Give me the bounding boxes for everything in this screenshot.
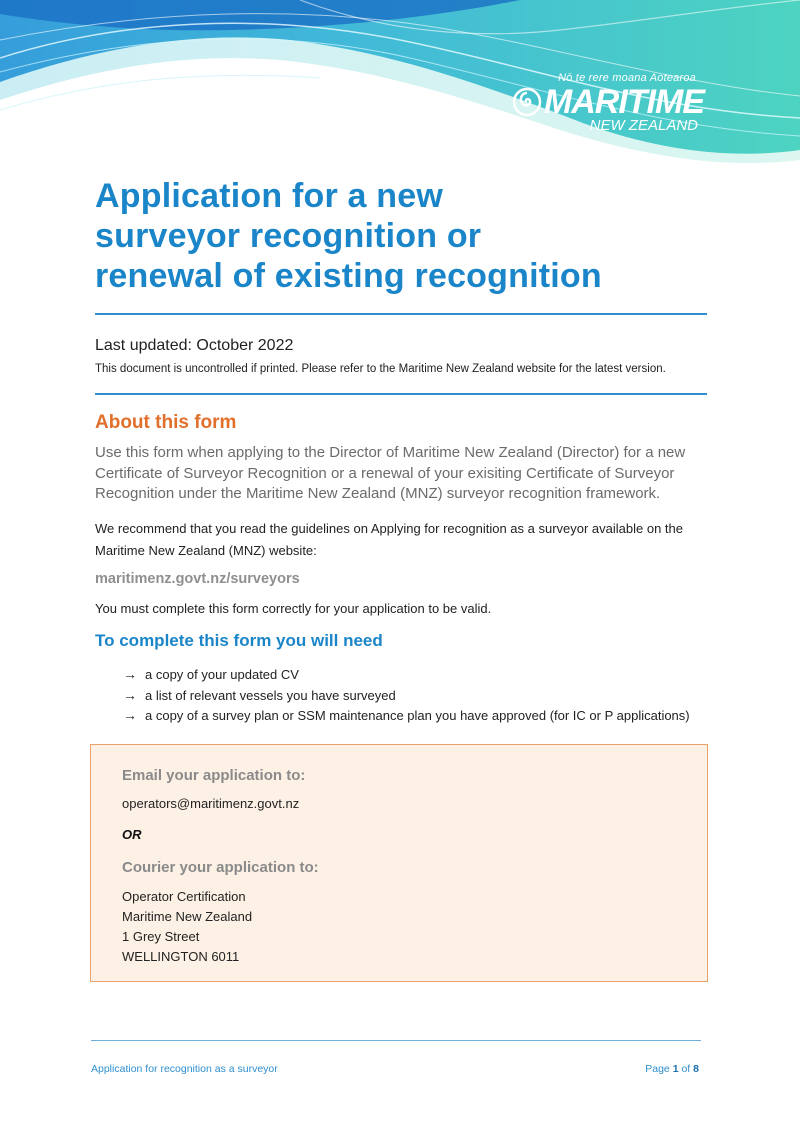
list-item (123, 664, 690, 685)
page-title (95, 176, 735, 296)
address-line: Maritime New Zealand (122, 909, 253, 924)
title-line-1: Application for a new (95, 177, 444, 215)
list-item-text: a copy of your updated CV (145, 667, 299, 682)
page-label: Page (645, 1063, 670, 1075)
logo-tagline: Nō te rere moana Aotearoa (558, 72, 696, 84)
footer-divider (91, 1040, 701, 1041)
need-list (123, 664, 690, 726)
maritime-nz-logo (512, 72, 704, 134)
koru-logo-icon (512, 87, 542, 117)
last-updated: Last updated: October 2022 (95, 337, 294, 354)
or-separator: OR (122, 827, 142, 842)
about-intro: Use this form when applying to the Director of Maritime New Zealand (Director) for a new Certificate of Surveyor Recognition or a renewal of your exisiting Certificate of Surveyor Recognition under the Maritime New Zealand (MNZ) surveyor recognition framework. (95, 444, 686, 502)
arrow-right-icon: → (123, 707, 137, 723)
arrow-right-icon: → (123, 686, 137, 703)
list-item-text: a list of relevant vessels you have surveyed (145, 687, 396, 703)
title-line-3: renewal of existing recognition (95, 257, 602, 295)
address-line: Operator Certification (122, 889, 246, 904)
logo-name: MARITIME (543, 83, 704, 121)
submission-box (90, 744, 708, 982)
logo-subtitle: NEW ZEALAND (589, 117, 698, 134)
title-line-2: surveyor recognition or (95, 217, 482, 255)
page-current: 1 (672, 1063, 679, 1075)
recommend-paragraph: We recommend that you read the guidelines on Applying for recognition as a surveyor available on the Maritime New Zealand (MNZ) website: (95, 521, 684, 558)
uncontrolled-notice: This document is uncontrolled if printed. Please refer to the Maritime New Zealand website for the latest version. (95, 363, 666, 375)
surveyors-link[interactable]: maritimenz.govt.nz/surveyors (95, 571, 300, 587)
list-item (123, 685, 690, 706)
title-divider (95, 313, 707, 315)
list-item-text: a copy of a survey plan or SSM maintenance plan you have approved (for IC or P applications) (145, 708, 690, 723)
footer-title: Application for recognition as a surveyor (91, 1063, 278, 1075)
email-address[interactable]: operators@maritimenz.govt.nz (122, 796, 300, 811)
email-heading: Email your application to: (122, 767, 306, 784)
validity-paragraph: You must complete this form correctly for your application to be valid. (95, 601, 492, 616)
page-of: of (681, 1063, 691, 1075)
address-line: 1 Grey Street (122, 929, 200, 944)
page-number (645, 1063, 699, 1075)
arrow-right-icon: → (123, 666, 137, 682)
courier-address (122, 887, 252, 967)
about-heading: About this form (95, 412, 237, 433)
page-total: 8 (693, 1063, 699, 1075)
address-line: WELLINGTON 6011 (122, 949, 240, 964)
need-heading: To complete this form you will need (95, 631, 383, 650)
meta-divider (95, 393, 707, 395)
list-item (123, 705, 690, 726)
courier-heading: Courier your application to: (122, 859, 319, 876)
